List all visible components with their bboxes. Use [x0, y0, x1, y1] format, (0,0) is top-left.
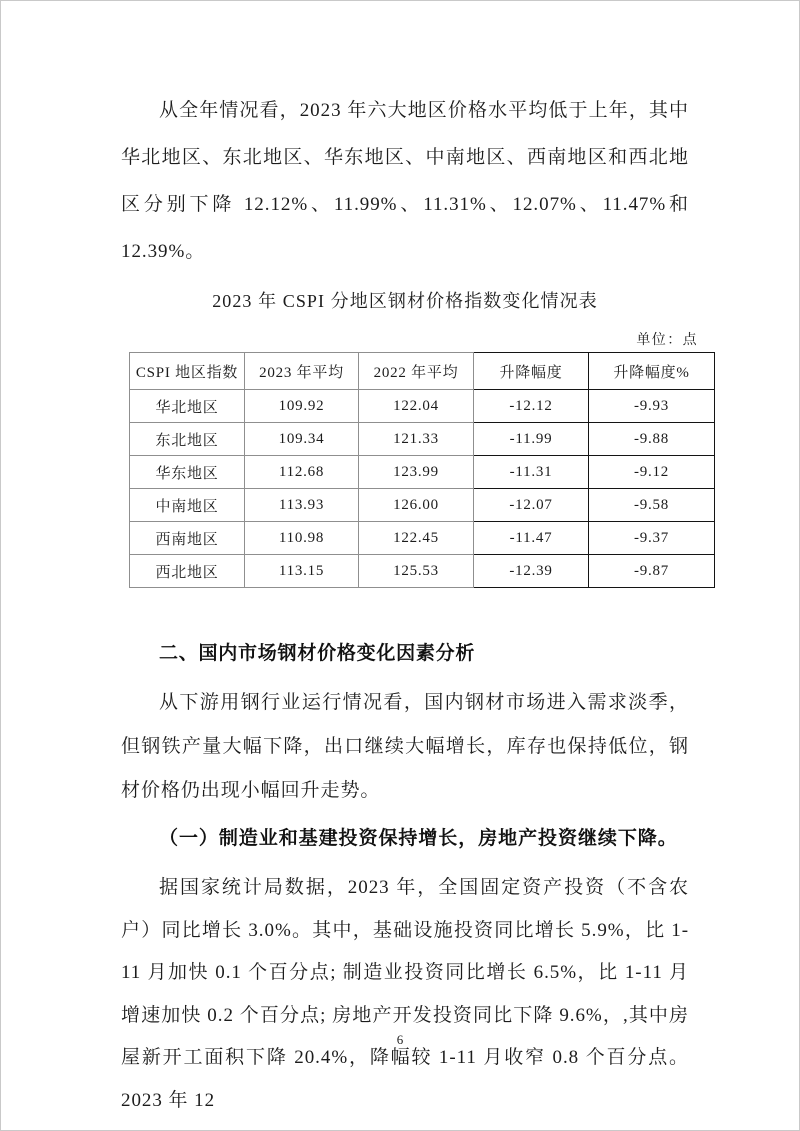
table-cell: 东北地区 [130, 423, 245, 456]
table-cell: 122.45 [359, 522, 474, 555]
table-cell: 中南地区 [130, 489, 245, 522]
table-cell: -9.88 [589, 423, 715, 456]
table-row [130, 456, 715, 489]
section-heading: 二、国内市场钢材价格变化因素分析 [159, 643, 476, 664]
table-header-cell: 升降幅度 [474, 353, 589, 390]
table-cell: 西南地区 [130, 522, 245, 555]
table-cell: 109.92 [245, 390, 359, 423]
cspi-region-table [129, 352, 715, 588]
table-cell: 华北地区 [130, 390, 245, 423]
page-content [1, 1, 799, 1122]
table-header-cell: 2023 年平均 [245, 353, 359, 390]
table-cell: 122.04 [359, 390, 474, 423]
table-cell: -12.07 [474, 489, 589, 522]
table-row [130, 555, 715, 588]
table-cell: -9.58 [589, 489, 715, 522]
table-title: 2023 年 CSPI 分地区钢材价格指数变化情况表 [212, 291, 598, 311]
table-cell: 113.15 [245, 555, 359, 588]
table-header-row [130, 353, 715, 390]
table-cell: 西北地区 [130, 555, 245, 588]
subsection-paragraph: 据国家统计局数据，2023 年，全国固定资产投资（不含农户）同比增长 3.0%。其中，基础设施投资同比增长 5.9%，比 1-11 月加快 0.1 个百分点; 制造业投资同比增长 6.5%，比 1-11 月增速加快 0.2 个百分点; 房地产开发投资同比下降 9.6%，,其中房屋新开工面积下降 20.4%，降幅较 1-11 月收窄 0.8 个百分点。2023 年 12 [121, 877, 689, 1111]
table-cell: -11.99 [474, 423, 589, 456]
table-row [130, 522, 715, 555]
table-cell: -12.39 [474, 555, 589, 588]
table-cell: 126.00 [359, 489, 474, 522]
subsection-heading: （一）制造业和基建投资保持增长，房地产投资继续下降。 [159, 828, 678, 849]
table-cell: -9.87 [589, 555, 715, 588]
table-cell: -9.12 [589, 456, 715, 489]
table-cell: 112.68 [245, 456, 359, 489]
table-cell: -9.37 [589, 522, 715, 555]
table-unit-note: 单位：点 [636, 333, 698, 348]
table-cell: 113.93 [245, 489, 359, 522]
table-cell: 121.33 [359, 423, 474, 456]
table-header-cell: 2022 年平均 [359, 353, 474, 390]
table-header-cell: CSPI 地区指数 [130, 353, 245, 390]
table-row [130, 423, 715, 456]
table-cell: 110.98 [245, 522, 359, 555]
intro-paragraph: 从全年情况看，2023 年六大地区价格水平均低于上年，其中华北地区、东北地区、华东地区、中南地区、西南地区和西北地区分别下降 12.12%、11.99%、11.31%、12.07%、11.47%和 12.39%。 [121, 100, 689, 262]
section-paragraph: 从下游用钢行业运行情况看，国内钢材市场进入需求淡季，但钢铁产量大幅下降，出口继续大幅增长，库存也保持低位，钢材价格仍出现小幅回升走势。 [121, 692, 689, 801]
table-cell: -11.47 [474, 522, 589, 555]
table-cell: 123.99 [359, 456, 474, 489]
table-row [130, 489, 715, 522]
page-number: 6 [396, 1032, 404, 1047]
table-cell: 125.53 [359, 555, 474, 588]
table-header-cell: 升降幅度% [589, 353, 715, 390]
table-cell: 109.34 [245, 423, 359, 456]
table-cell: -12.12 [474, 390, 589, 423]
table-cell: 华东地区 [130, 456, 245, 489]
table-cell: -11.31 [474, 456, 589, 489]
table-cell: -9.93 [589, 390, 715, 423]
table-row [130, 390, 715, 423]
